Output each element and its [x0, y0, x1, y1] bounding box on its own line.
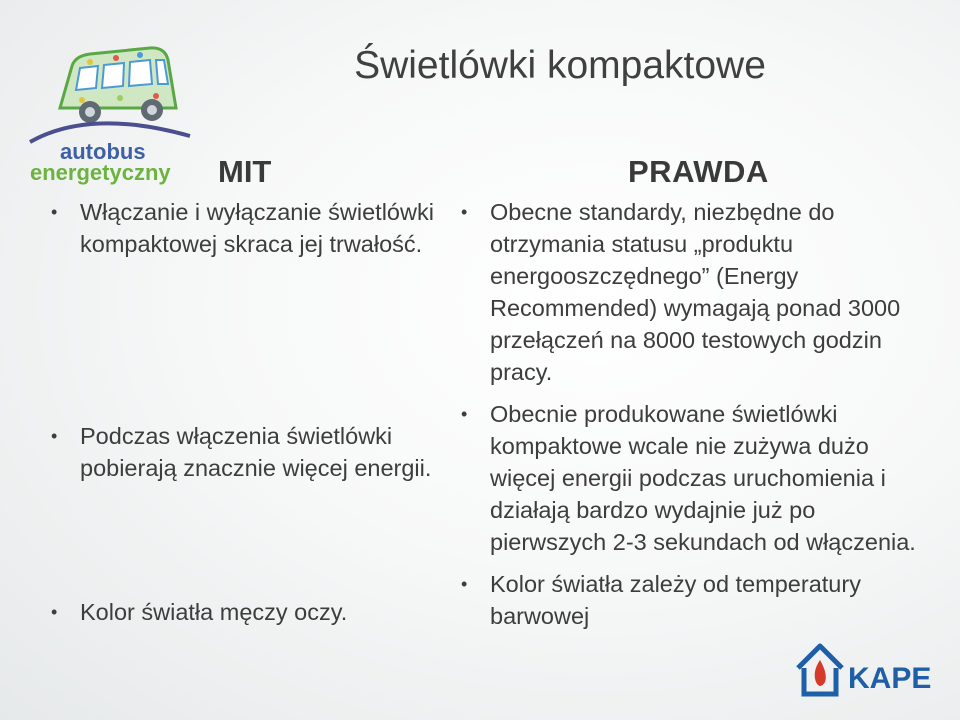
prawda-list — [461, 196, 930, 632]
bullet-icon: • — [51, 202, 58, 222]
prawda-item — [461, 196, 930, 388]
logo-line1: autobus — [60, 139, 146, 164]
mit-list — [51, 196, 440, 628]
slide-title: Świetlówki kompaktowe — [354, 44, 766, 87]
prawda-item — [461, 398, 930, 558]
bullet-icon: • — [461, 404, 468, 424]
bullet-icon: • — [461, 202, 468, 222]
bus-icon — [60, 48, 176, 123]
autobus-energetyczny-logo — [20, 38, 220, 188]
prawda-item-text: Obecnie produkowane świetlówki kompaktowe wcale nie zużywa dużo więcej energii podczas uruchomienia i działają bardzo wydajnie już po pierwszych 2-3 sekundach od włączenia. — [490, 401, 916, 555]
mit-item-text: Podczas włączenia świetlówki pobierają znacznie więcej energii. — [80, 423, 432, 481]
bullet-icon: • — [51, 426, 58, 446]
mit-item-text: Włączanie i wyłączanie świetlówki kompaktowej skraca jej trwałość. — [80, 199, 434, 257]
kape-logo — [792, 640, 942, 700]
mit-item — [51, 196, 440, 420]
bullet-icon: • — [51, 602, 58, 622]
prawda-item — [461, 568, 930, 632]
kape-text: KAPE — [848, 662, 932, 695]
prawda-heading: PRAWDA — [628, 154, 769, 189]
mit-heading: MIT — [218, 154, 272, 189]
prawda-item-text: Obecne standardy, niezbędne do otrzymania statusu „produktu energooszczędnego” (Energy Recommended) wymagają ponad 3000 przełączeń na 8000 testowych godzin pracy. — [490, 199, 901, 385]
bullet-icon: • — [461, 574, 468, 594]
logo-line2: energetyczny — [30, 160, 171, 185]
prawda-item-text: Kolor światła zależy od temperatury barwowej — [490, 571, 861, 629]
flame-house-icon — [798, 646, 842, 694]
mit-item-text: Kolor światła męczy oczy. — [80, 599, 348, 625]
mit-item — [51, 420, 440, 596]
mit-item — [51, 596, 440, 628]
